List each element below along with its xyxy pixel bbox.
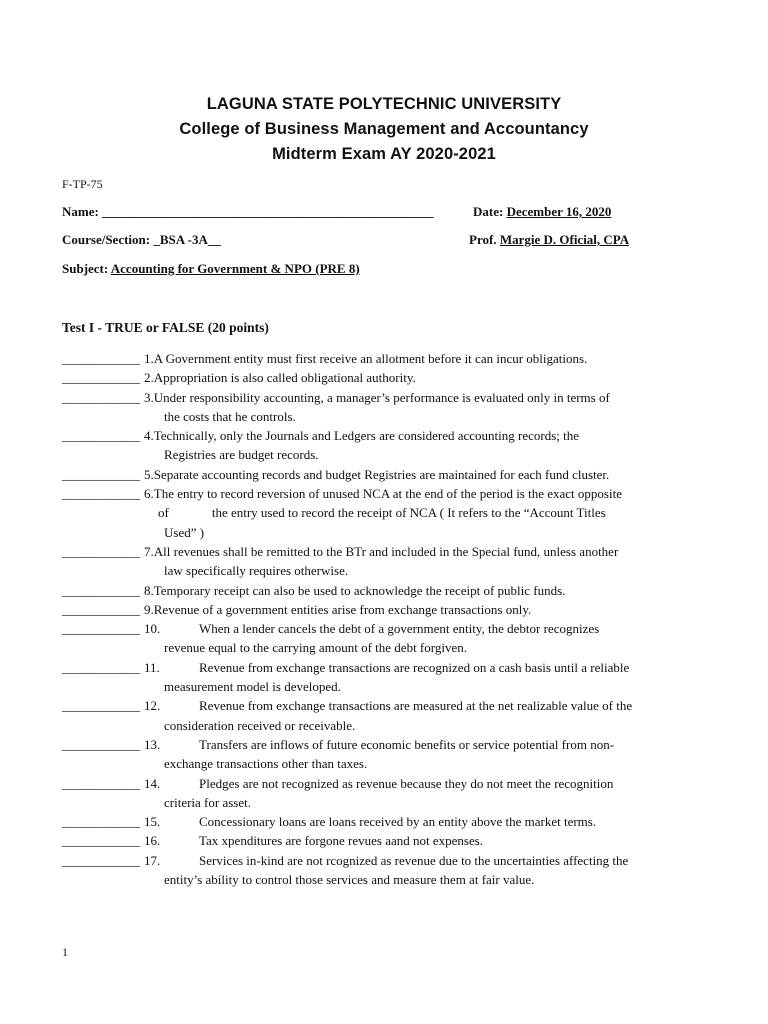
question-text: Technically, only the Journals and Ledgers are considered accounting records; the	[153, 428, 580, 444]
question-number: 14.	[144, 775, 161, 791]
name-field	[62, 204, 434, 220]
course-value: _BSA -3A__	[153, 232, 221, 247]
question-item	[62, 735, 712, 774]
university-heading: LAGUNA STATE POLYTECHNIC UNIVERSITY	[206, 95, 562, 113]
answer-blank[interactable]: ____________	[62, 582, 140, 598]
question-continuation-line	[62, 638, 712, 657]
question-number: 3.	[144, 389, 154, 405]
question-continuation-line	[62, 793, 712, 812]
question-continuation-line	[62, 677, 712, 696]
question-text: revenue equal to the carrying amount of the debt forgiven.	[164, 640, 467, 656]
answer-blank[interactable]: ____________	[62, 389, 140, 405]
question-continuation-line	[62, 870, 712, 889]
question-number: 11.	[144, 659, 160, 675]
question-first-line	[62, 696, 712, 715]
question-first-line	[62, 851, 712, 870]
question-item	[62, 349, 712, 368]
question-text: of	[158, 505, 169, 521]
question-text: law specifically requires otherwise.	[164, 563, 349, 579]
question-item	[62, 368, 712, 387]
question-number: 17.	[144, 852, 161, 868]
question-first-line	[62, 581, 712, 600]
college-heading: College of Business Management and Accountancy	[179, 120, 589, 138]
question-number: 16.	[144, 833, 161, 849]
question-text: measurement model is developed.	[164, 679, 341, 695]
question-text: All revenues shall be remitted to the BTr and included in the Special fund, unless another	[153, 543, 619, 559]
question-number: 1.	[144, 351, 154, 366]
question-text: Appropriation is also called obligational authority.	[153, 370, 416, 386]
question-text: the entry used to record the receipt of NCA ( It refers to the “Account Titles	[211, 505, 606, 521]
answer-blank[interactable]: ____________	[62, 351, 140, 366]
question-number: 9.	[144, 601, 154, 617]
question-text: Under responsibility accounting, a manager’s performance is evaluated only in terms of	[153, 389, 610, 405]
question-continuation-line	[62, 503, 712, 522]
question-text: When a lender cancels the debt of a government entity, the debtor recognizes	[199, 621, 600, 637]
question-text: Revenue from exchange transactions are recognized on a cash basis until a reliable	[199, 659, 630, 675]
question-item	[62, 696, 712, 735]
question-text: consideration received or receivable.	[164, 717, 356, 733]
question-continuation-line	[62, 407, 712, 426]
question-text: Tax xpenditures are forgone revues aand not expenses.	[199, 833, 484, 849]
question-number: 8.	[144, 582, 154, 598]
answer-blank[interactable]: ____________	[62, 814, 140, 830]
answer-blank[interactable]: ____________	[62, 543, 140, 559]
question-first-line	[62, 542, 712, 561]
question-item	[62, 851, 712, 890]
question-first-line	[62, 735, 712, 754]
answer-blank[interactable]: ____________	[62, 698, 140, 714]
answer-blank[interactable]: ____________	[62, 852, 140, 868]
question-number: 13.	[144, 736, 161, 752]
question-first-line	[62, 349, 712, 368]
question-text: Separate accounting records and budget Registries are maintained for each fund cluster.	[153, 466, 610, 482]
question-first-line	[62, 465, 712, 484]
date-value: December 16, 2020	[506, 204, 612, 219]
question-number: 2.	[144, 370, 154, 386]
question-text: Concessionary loans are loans received by an entity above the market terms.	[199, 814, 597, 830]
question-item	[62, 465, 712, 484]
question-continuation-line	[62, 754, 712, 773]
question-continuation-line	[62, 716, 712, 735]
name-label: Name:	[62, 204, 99, 219]
question-number: 12.	[144, 698, 161, 714]
question-continuation-line	[62, 445, 712, 464]
name-line: ___________________________________________________	[102, 204, 434, 219]
prof-label: Prof.	[469, 232, 497, 247]
page-number: 1	[62, 945, 68, 959]
question-item	[62, 581, 712, 600]
answer-blank[interactable]: ____________	[62, 601, 140, 617]
question-first-line	[62, 484, 712, 503]
question-item	[62, 426, 712, 465]
question-number: 4.	[144, 428, 154, 444]
question-text: A Government entity must first receive an allotment before it can incur obligations.	[153, 351, 588, 366]
answer-blank[interactable]: ____________	[62, 833, 140, 849]
question-text: Used” )	[164, 524, 205, 540]
answer-blank[interactable]: ____________	[62, 466, 140, 482]
question-text: The entry to record reversion of unused NCA at the end of the period is the exact opposite	[153, 486, 622, 502]
question-text: Temporary receipt can also be used to acknowledge the receipt of public funds.	[153, 582, 566, 598]
subject-label: Subject:	[62, 261, 109, 276]
question-text: exchange transactions other than taxes.	[164, 756, 368, 772]
question-number: 6.	[144, 486, 154, 502]
answer-blank[interactable]: ____________	[62, 775, 140, 791]
question-text: entity’s ability to control those services and measure them at fair value.	[164, 872, 535, 888]
subject-field	[62, 261, 360, 277]
question-item	[62, 658, 712, 697]
question-item	[62, 600, 712, 619]
question-text: Services in-kind are not rcognized as revenue due to the uncertainties affecting the	[199, 852, 629, 868]
question-item	[62, 619, 712, 658]
question-item	[62, 831, 712, 850]
question-number: 15.	[144, 814, 161, 830]
question-text: Pledges are not recognized as revenue because they do not meet the recognition	[199, 775, 614, 791]
answer-blank[interactable]: ____________	[62, 428, 140, 444]
date-field	[473, 204, 611, 220]
question-first-line	[62, 426, 712, 445]
question-first-line	[62, 619, 712, 638]
answer-blank[interactable]: ____________	[62, 621, 140, 637]
course-label: Course/Section:	[62, 232, 151, 247]
question-first-line	[62, 831, 712, 850]
question-first-line	[62, 774, 712, 793]
answer-blank[interactable]: ____________	[62, 486, 140, 502]
question-item	[62, 774, 712, 813]
question-number: 7.	[144, 543, 154, 559]
professor-field	[469, 232, 629, 248]
question-text: criteria for asset.	[164, 794, 251, 810]
question-text: Registries are budget records.	[164, 447, 319, 463]
question-first-line	[62, 812, 712, 831]
form-code: F-TP-75	[62, 177, 103, 191]
prof-value: Margie D. Oficial, CPA	[499, 232, 630, 247]
question-continuation-line	[62, 561, 712, 580]
question-first-line	[62, 368, 712, 387]
question-first-line	[62, 388, 712, 407]
question-text: Revenue from exchange transactions are measured at the net realizable value of the	[199, 698, 633, 714]
subject-value: Accounting for Government & NPO (PRE 8)	[110, 261, 360, 276]
course-section-field	[62, 232, 221, 248]
question-number: 5.	[144, 466, 154, 482]
test-title: Test I - TRUE or FALSE (20 points)	[62, 320, 269, 335]
question-text: the costs that he controls.	[164, 408, 296, 424]
question-first-line	[62, 600, 712, 619]
question-list	[62, 349, 712, 889]
question-item	[62, 484, 712, 542]
answer-blank[interactable]: ____________	[62, 736, 140, 752]
date-label: Date:	[473, 204, 504, 219]
question-text: Transfers are inflows of future economic benefits or service potential from non-	[199, 736, 615, 752]
question-item	[62, 812, 712, 831]
exam-heading: Midterm Exam AY 2020-2021	[272, 145, 496, 163]
question-item	[62, 542, 712, 581]
question-number: 10.	[144, 621, 161, 637]
answer-blank[interactable]: ____________	[62, 370, 140, 386]
question-first-line	[62, 658, 712, 677]
question-continuation-line	[62, 523, 712, 542]
question-text: Revenue of a government entities arise from exchange transactions only.	[153, 601, 532, 617]
answer-blank[interactable]: ____________	[62, 659, 140, 675]
question-item	[62, 388, 712, 427]
